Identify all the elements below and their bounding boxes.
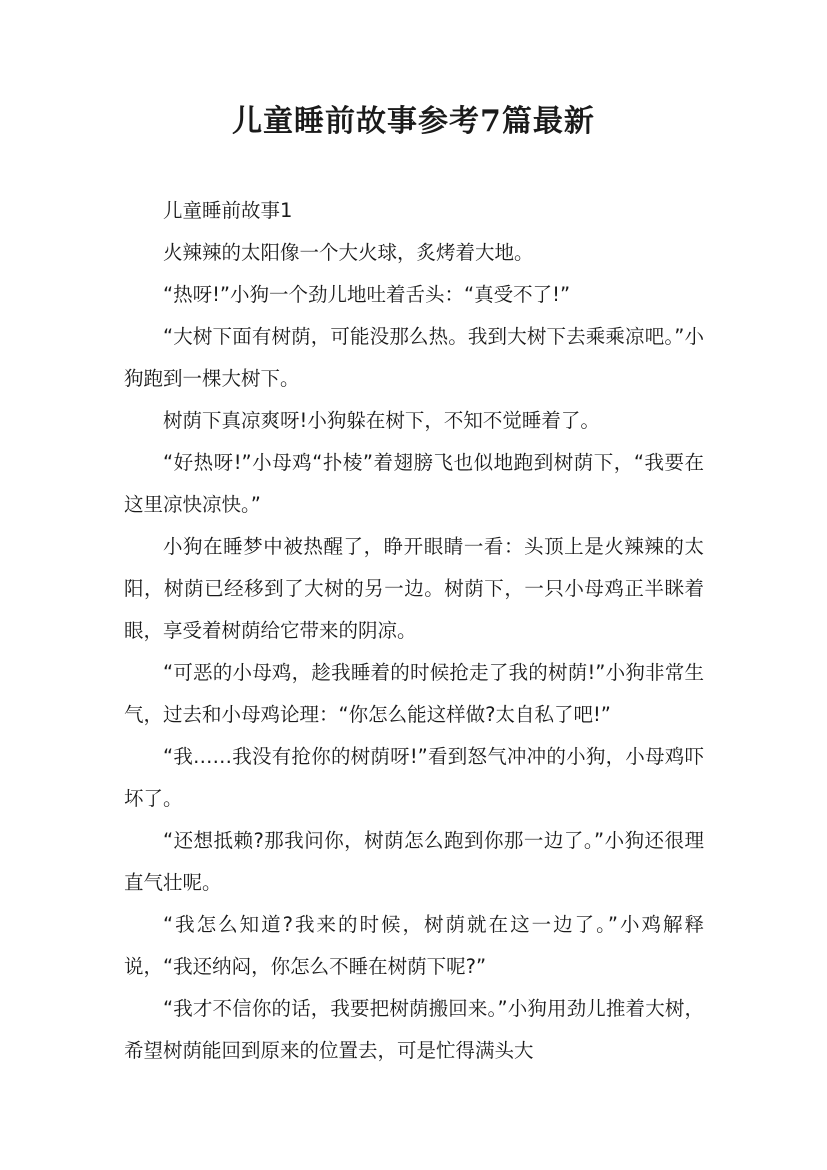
document-title: 儿童睡前故事参考7篇最新 <box>232 104 595 139</box>
paragraph: “好热呀!”小母鸡“扑棱”着翅膀飞也似地跑到树荫下，“我要在这里凉快凉快。” <box>124 451 704 516</box>
paragraph: “我怎么知道?我来的时候，树荫就在这一边了。”小鸡解释说，“我还纳闷，你怎么不睡在树荫下呢?” <box>124 913 704 978</box>
paragraph: “还想抵赖?那我问你，树荫怎么跑到你那一边了。”小狗还很理直气壮呢。 <box>124 829 704 894</box>
paragraph: “热呀!”小狗一个劲儿地吐着舌头：“真受不了!” <box>163 283 571 306</box>
paragraph: “我才不信你的话，我要把树荫搬回来。”小狗用劲儿推着大树，希望树荫能回到原来的位置去，可是忙得满头大 <box>124 997 704 1062</box>
paragraph: “我……我没有抢你的树荫呀!”看到怒气冲冲的小狗，小母鸡吓坏了。 <box>124 745 704 810</box>
story-subtitle: 儿童睡前故事1 <box>163 199 293 222</box>
paragraph: 火辣辣的太阳像一个大火球，炙烤着大地。 <box>163 241 534 264</box>
paragraph: 小狗在睡梦中被热醒了，睁开眼睛一看：头顶上是火辣辣的太阳，树荫已经移到了大树的另一边。树荫下，一只小母鸡正半眯着眼，享受着树荫给它带来的阴凉。 <box>124 535 704 642</box>
document-body <box>124 190 704 1072</box>
paragraph: “可恶的小母鸡，趁我睡着的时候抢走了我的树荫!”小狗非常生气，过去和小母鸡论理：“你怎么能这样做?太自私了吧!” <box>124 661 704 726</box>
paragraph: “大树下面有树荫，可能没那么热。我到大树下去乘乘凉吧。”小狗跑到一棵大树下。 <box>124 325 704 390</box>
paragraph: 树荫下真凉爽呀!小狗躲在树下，不知不觉睡着了。 <box>163 409 600 432</box>
